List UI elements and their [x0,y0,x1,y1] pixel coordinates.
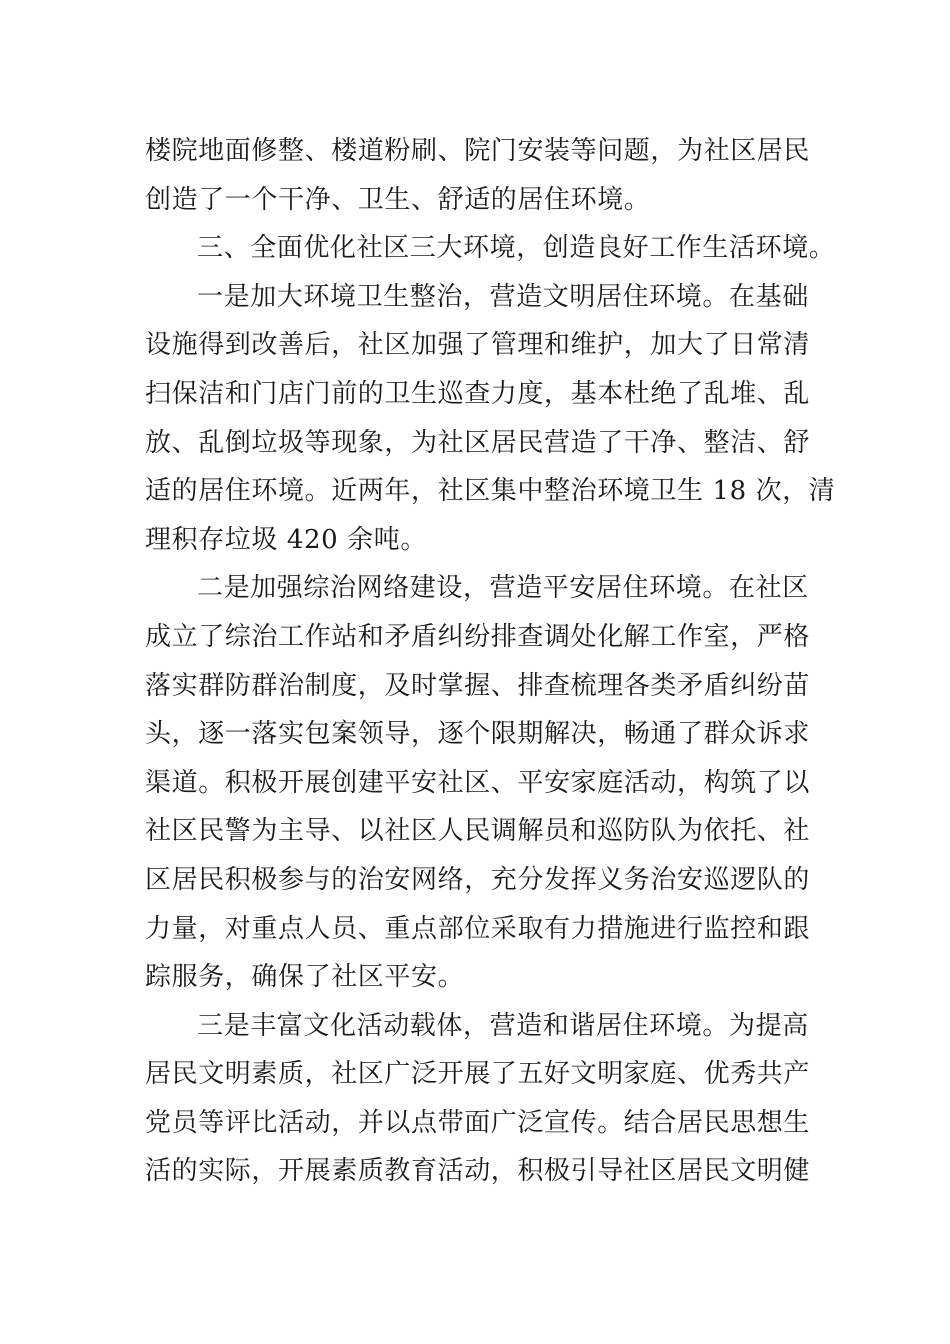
text-line: 放、乱倒垃圾等现象，为社区居民营造了干净、整洁、舒 [145,427,811,458]
text-line: 楼院地面修整、楼道粉刷、院门安装等问题，为社区居民 [145,136,811,166]
text-line: 力量，对重点人员、重点部位采取有力措施进行监控和跟 [145,913,811,944]
text-line: 社区民警为主导、以社区人民调解员和巡防队为依托、社 [145,816,811,847]
text-line: 区居民积极参与的治安网络，充分发挥义务治安巡逻队的 [145,864,811,895]
text-line: 扫保洁和门店门前的卫生巡查力度，基本杜绝了乱堆、乱 [145,378,811,409]
text-line: 头，逐一落实包案领导，逐个限期解决，畅通了群众诉求 [145,719,811,750]
text-line: 一是加大环境卫生整治，营造文明居住环境。在基础 [197,281,809,312]
text-line: 成立了综治工作站和矛盾纠纷排查调处化解工作室，严格 [145,621,811,652]
text-line: 设施得到改善后，社区加强了管理和维护，加大了日常清 [145,330,811,361]
paragraph-item-3 [145,1002,811,1196]
heading-line: 三、全面优化社区三大环境，创造良好工作生活环境。 [197,233,836,264]
text-line: 渠道。积极开展创建平安社区、平安家庭活动，构筑了以 [145,767,811,798]
paragraph-continued [145,127,811,224]
section-heading [145,224,836,273]
text-line: 理积存垃圾 420 余吨。 [145,524,427,555]
text-line: 落实群防群治制度，及时掌握、排查梳理各类矛盾纠纷苗 [145,670,811,701]
paragraph-item-2 [145,564,811,1001]
text-line: 活的实际，开展素质教育活动，积极引导社区居民文明健 [145,1156,811,1187]
document-body [145,127,836,1196]
text-line: 党员等评比活动，并以点带面广泛宣传。结合居民思想生 [145,1107,811,1138]
paragraph-item-1 [145,273,836,565]
text-line: 二是加强综治网络建设，营造平安居住环境。在社区 [197,573,809,604]
text-line: 三是丰富文化活动载体，营造和谐居住环境。为提高 [197,1010,809,1041]
text-line: 适的居住环境。近两年，社区集中整治环境卫生 18 次，清 [145,476,836,507]
text-line: 踪服务，确保了社区平安。 [145,962,465,993]
text-line: 创造了一个干净、卫生、舒适的居住环境。 [145,184,651,215]
text-line: 居民文明素质，社区广泛开展了五好文明家庭、优秀共产 [145,1059,811,1090]
